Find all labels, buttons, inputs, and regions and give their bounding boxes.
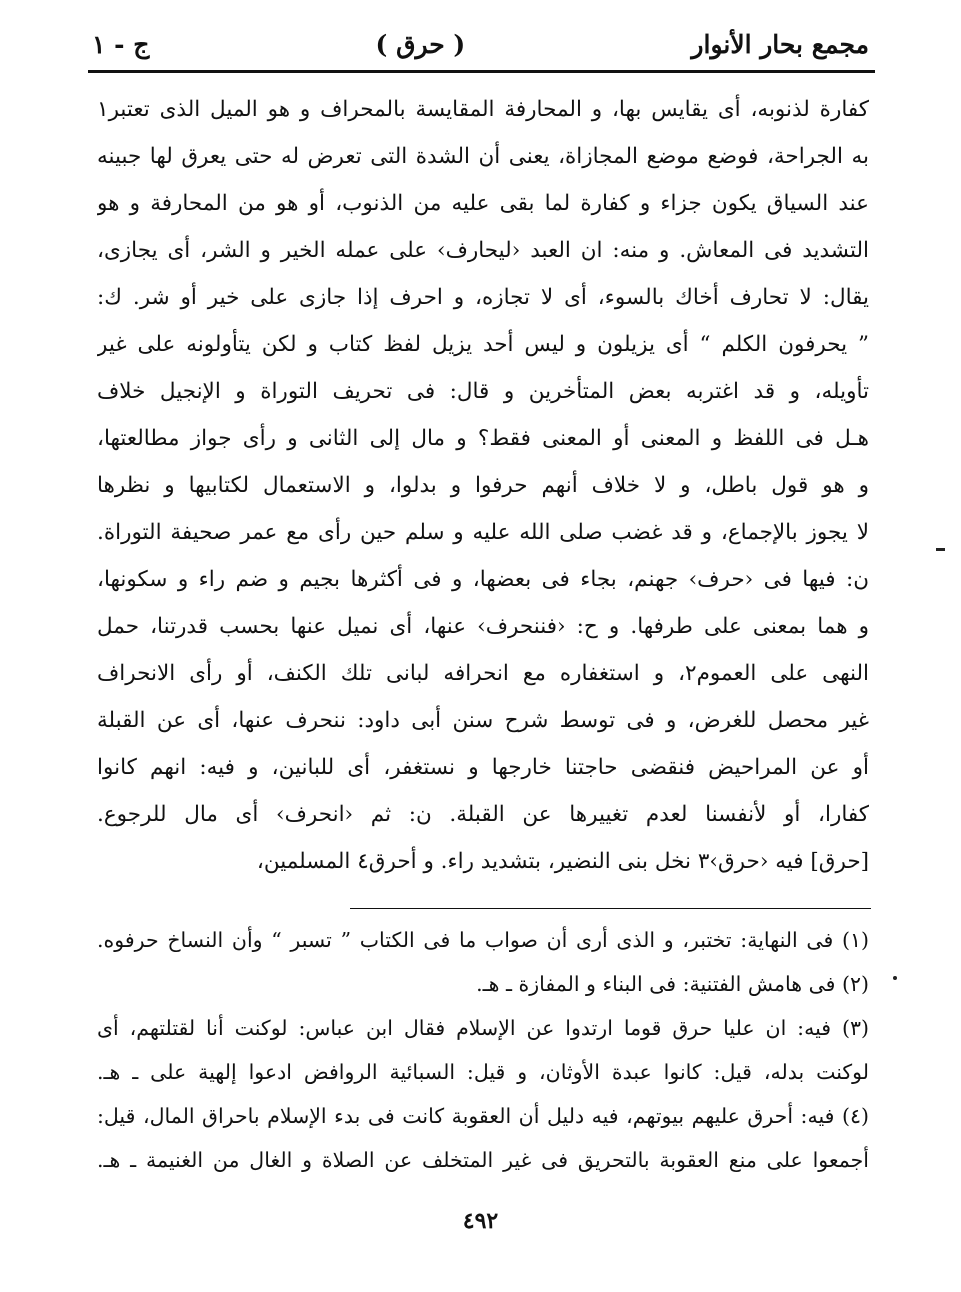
margin-dot xyxy=(893,976,897,980)
text-line: لا يجوز بالإجماع، و قد غضب صلى الله عليه و سلم حين رأى مع عمر صحيفة التوراة. xyxy=(97,520,869,545)
text-line: عند السياق يكون جزاء و كفارة لما بقى عليه من الذنوب، أو هو من المحارفة و هو xyxy=(97,191,869,216)
footnote-line: (٤) فيه: أحرق عليهم بيوتهم، فيه دليل أن العقوبة كانت فى بدء الإسلام باحراق المال، قيل: xyxy=(97,1104,869,1128)
footnote-line: (٣) فيه: ان عليا حرق قوما ارتدوا عن الإسلام فقال ابن عباس: لوكنت أنا لقتلتهم، أى xyxy=(97,1016,869,1040)
text-line: ” يحرفون الكلم “ أى يزيلون و ليس أحد يزيل لفظ كتاب و لكن يتأولونه على غير xyxy=(97,332,869,357)
footnote-line: (٢) فى هامش الفتنية: فى البناء و المفازة ـ هـ. xyxy=(476,972,869,996)
text-line: النهى على العموم٢، و استغفاره مع انحرافه لبانى تلك الكنف، أو رأى الانحراف xyxy=(97,661,869,686)
text-line: كفارة لذنوبه، أى يقايس بها، و المحارفة المقايسة بالمحراف و هو الميل الذى تعتبر١ xyxy=(97,97,869,122)
text-line: [حرق] فيه ‹حرق›٣ نخل بنى النضير، بتشديد راء. و أحرق٤ المسلمين، xyxy=(256,849,869,874)
text-line: هـل فى اللفظ و المعنى أو المعنى فقط؟ و مال إلى الثانى و رأى جواز مطالعتها، xyxy=(97,426,869,451)
entry-heading: ( حرق ) xyxy=(375,29,466,59)
text-line: ن: فيها فى ‹حرف› جهنم، بجاء فى بعضها، و فى أكثرها بجيم و ضم راء و سكونها، xyxy=(97,567,869,592)
footnote-line: أجمعوا على منع العقوبة بالتحريق فى غير المتخلف عن الصلاة و الغال من الغنيمة ـ هـ. xyxy=(97,1148,869,1172)
text-line: كفارا، أو لأنفسنا لعدم تغييرها عن القبلة. ن: ثم ‹انحرف› أى مال للرجوع. xyxy=(97,802,869,827)
volume-number: ج - ١ xyxy=(92,29,150,59)
text-line: التشديد فى المعاش. و منه: ان العبد ‹ليحارف› على عمله الخير و الشر، أى يجازى، xyxy=(97,238,869,263)
book-title: مجمع بحار الأنوار xyxy=(691,29,869,59)
margin-mark xyxy=(936,548,945,551)
text-line: غير محصل للغرض، و فى توسط شرح سنن أبى داود: ننحرف عنها، أى عن القبلة xyxy=(97,708,869,733)
footnote-line: (١) فى النهاية: تختبر، و الذى أرى أن صواب ما فى الكتاب ” تسبر “ وأن النساخ حرفوه. xyxy=(97,928,869,952)
text-line: تأويله، و قد اغتربه بعض المتأخرين و قال: فى تحريف التوراة و الإنجيل خلاف xyxy=(97,379,869,404)
footnote-rule xyxy=(350,908,871,909)
text-line: يقال: لا تحارف أخاك بالسوء، أى لا تجازه، و احرف إذا جازى على خير أو شر. ك: xyxy=(97,285,869,310)
text-line: به الجراحة، فوضع موضع المجازاة، يعنى أن الشدة التى تعرض له حتى يعرق لها جبينه xyxy=(97,144,869,169)
text-line: و هو قول باطل، و لا خلاف أنهم حرفوا و بدلوا، و الاستعمال لكتابيها و نظرها xyxy=(97,473,869,498)
header-rule xyxy=(88,70,875,73)
page-number: ٤٩٢ xyxy=(462,1208,499,1234)
text-line: و هما بمعنى على طرفها. و ح: ‹فننحرف› عنها، أى نميل عنها بحسب قدرتنا، حمل xyxy=(97,614,869,639)
footnote-line: لوكنت بدله، قيل: كانوا عبدة الأوثان، و قيل: السبائية الروافض ادعوا إلهية على ـ هـ. xyxy=(97,1060,869,1084)
footnotes xyxy=(97,918,869,1182)
running-header xyxy=(92,22,869,66)
text-line: أو عن المراحيض فنقضى حاجتنا خارجها و نستغفر، أى للبانين، و فيه: انهم كانوا xyxy=(97,755,869,780)
main-text xyxy=(97,86,869,885)
